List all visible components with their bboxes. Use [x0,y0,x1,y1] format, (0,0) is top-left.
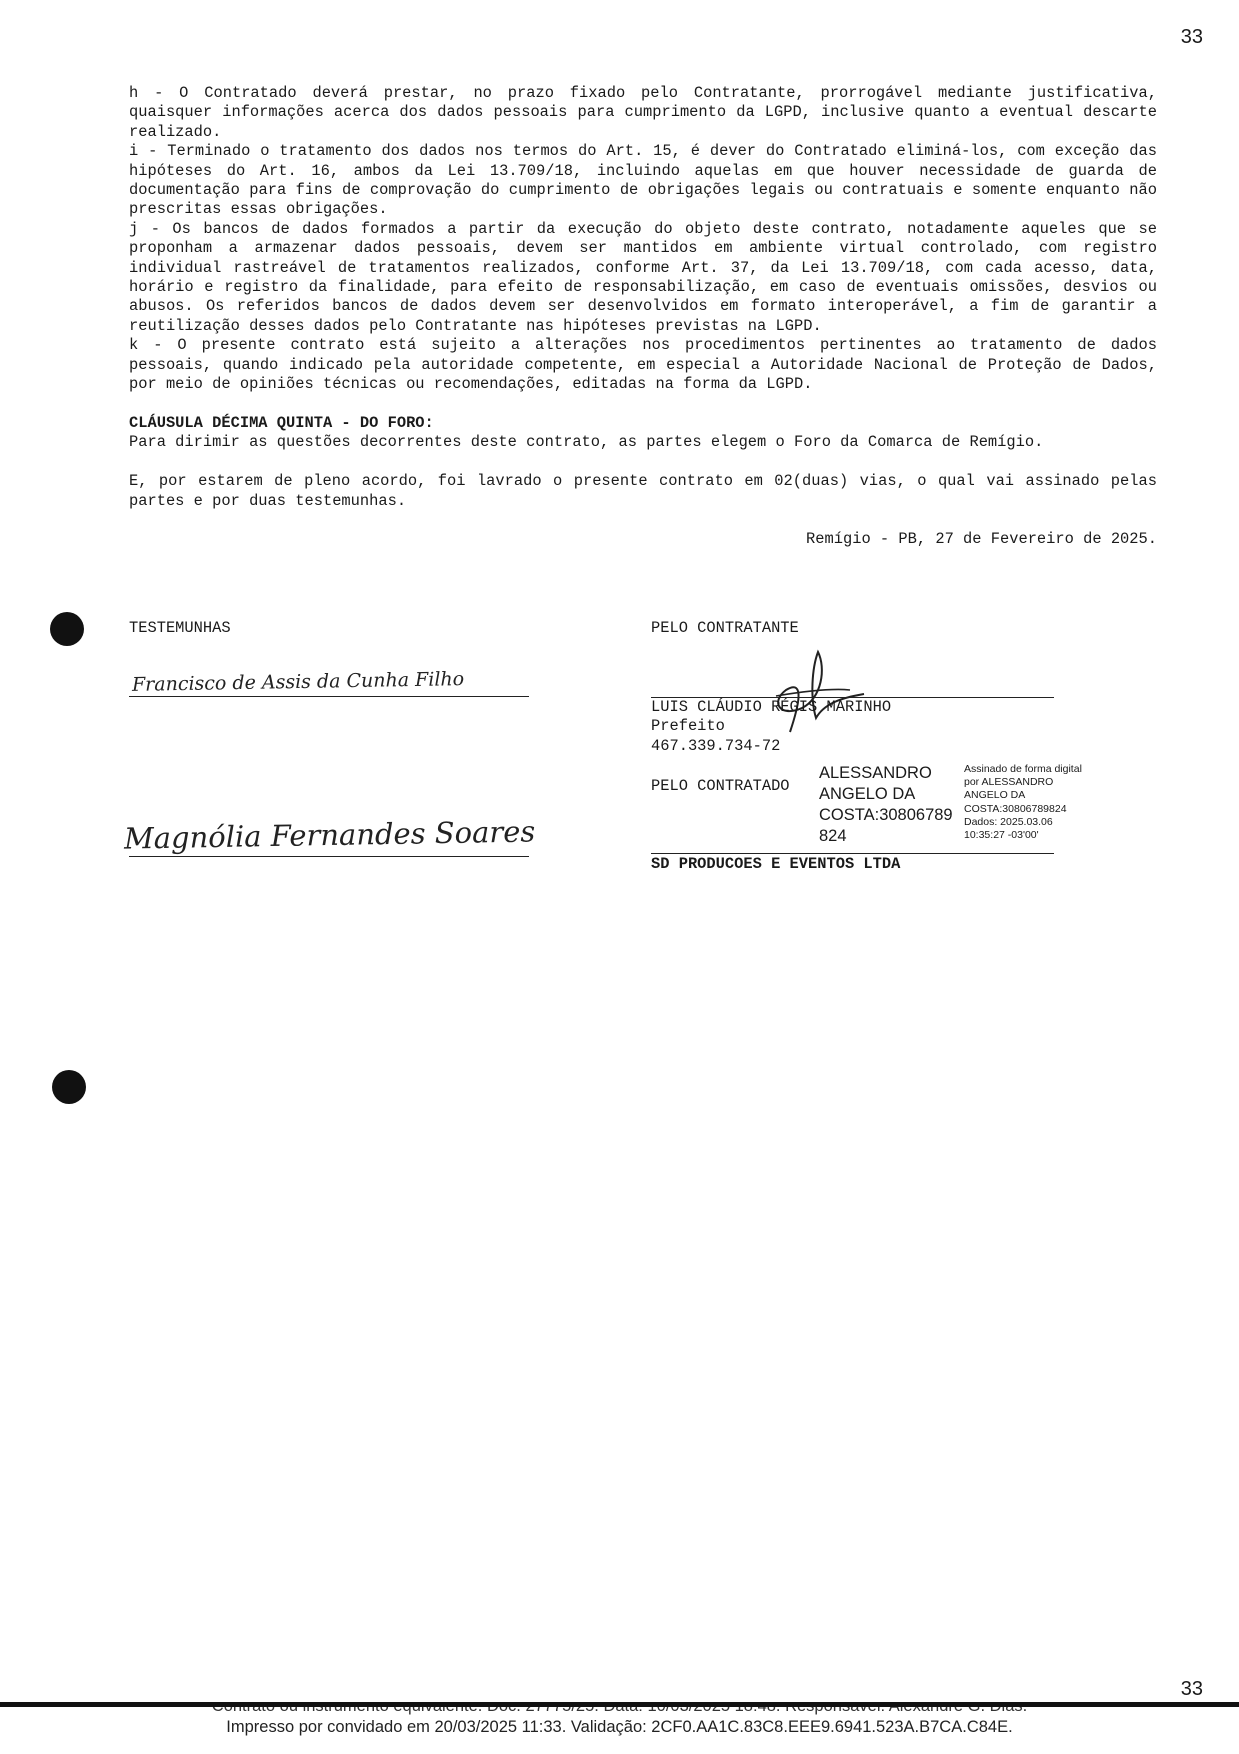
clause-title: CLÁUSULA DÉCIMA QUINTA - DO FORO: [129,413,434,432]
contractor-role: Prefeito [651,717,725,735]
contractor-id: 467.339.734-72 [651,737,781,755]
digital-name-line: 824 [819,827,847,845]
digital-note-line: Assinado de forma digital [964,763,1082,775]
clause-text: Para dirimir as questões decorrentes deste contrato, as partes elegem o Foro da Comarca de Remígio. [129,433,1044,452]
footer-validation: Impresso por convidado em 20/03/2025 11:33. Validação: 2CF0.AA1C.83C8.EEE9.6941.523A.B7CA.C84E. [226,1718,1013,1736]
footer-divider [0,1702,1239,1707]
witness1-signature: Francisco de Assis da Cunha Filho [131,668,465,696]
page-number-bottom: 33 [1180,1678,1203,1700]
place-date: Remígio - PB, 27 de Fevereiro de 2025. [806,530,1157,549]
punch-hole-bottom [52,1070,86,1104]
digital-name-line: ANGELO DA [819,785,916,803]
witness2-signature: Magnólia Fernandes Soares [123,814,536,856]
paragraph-i: i - Terminado o tratamento dos dados nos termos do Art. 15, é dever do Contratado eliminá-los, com exceção das hipóteses do Art. 16, ambos da Lei 13.709/18, incluindo aquelas em que houver necessidade de guarda de documentação para fins de comprovação do cumprimento de obrigações legais ou contratuais e somente enquanto não prescritas essas obrigações. [129,142,1157,219]
contractor-label: PELO CONTRATANTE [651,619,799,637]
contracted-company: SD PRODUCOES E EVENTOS LTDA [651,855,901,873]
digital-note-line: Dados: 2025.03.06 [964,815,1053,828]
closing-statement: E, por estarem de pleno acordo, foi lavrado o presente contrato em 02(duas) vias, o qual vai assinado pelas partes e por duas testemunhas. [129,472,1157,510]
digital-note-line: ANGELO DA [964,789,1026,802]
digital-note-line: COSTA:30806789824 [964,802,1067,815]
contracted-signature-line [651,853,1054,854]
paragraph-k: k - O presente contrato está sujeito a alterações nos procedimentos pertinentes ao tratamento de dados pessoais, quando indicado pela autoridade competente, em especial a Autoridade Nacional de Proteção de Dados, por meio de opiniões técnicas ou recomendações, editadas na forma da LGPD. [129,336,1157,394]
witness1-signature-line [129,696,529,697]
digital-name-line: COSTA:30806789 [819,806,953,824]
contracted-label: PELO CONTRATADO [651,777,790,795]
punch-hole-top [50,612,84,646]
page-number: 33 [1180,26,1203,48]
digital-note-line: por ALESSANDRO [964,776,1054,789]
digital-signature-note [964,763,1082,842]
contractor-signature-scribble [740,648,870,734]
paragraph-h: h - O Contratado deverá prestar, no prazo fixado pelo Contratante, prorrogável mediante justificativa, quaisquer informações acerca dos dados pessoais para cumprimento da LGPD, inclusive quanto a eventual descarte realizado. [129,84,1157,141]
paragraph-j: j - Os bancos de dados formados a partir da execução do objeto deste contrato, notadamente aqueles que se proponham a armazenar dados pessoais, devem ser mantidos em ambiente virtual controlado, com registro individual rastreável de tratamentos realizados, conforme Art. 37, da Lei 13.709/18, com cada acesso, data, horário e registro da finalidade, para efeito de responsabilização, em caso de eventuais omissões, desvios ou abusos. Os referidos bancos de dados devem ser desenvolvidos em formato interoperável, a fim de garantir a reutilização desses dados pelo Contratante nas hipóteses previstas na LGPD. [129,219,1157,335]
witnesses-label: TESTEMUNHAS [129,619,231,637]
contract-body [129,84,1157,550]
digital-signature-name [819,763,953,847]
contractor-name: LUIS CLÁUDIO RÉGIS MARINHO [651,698,892,716]
digital-name-line: ALESSANDRO [819,764,932,782]
digital-note-line: 10:35:27 -03'00' [964,829,1039,842]
witness2-signature-line [129,856,529,857]
